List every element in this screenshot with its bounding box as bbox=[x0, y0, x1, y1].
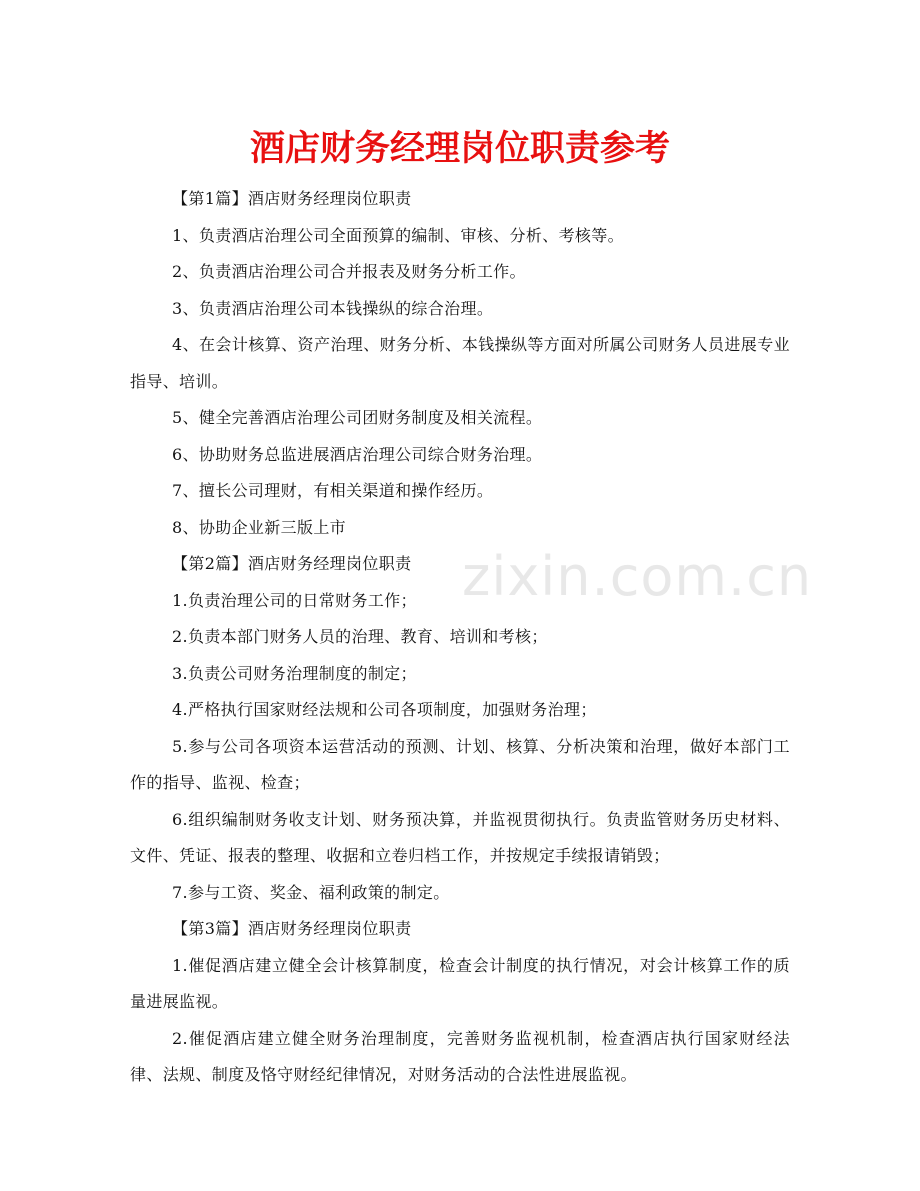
paragraph: 5.参与公司各项资本运营活动的预测、计划、核算、分析决策和治理，做好本部门工作的指导、监视、检查； bbox=[130, 736, 790, 792]
paragraph: 4、在会计核算、资产治理、财务分析、本钱操纵等方面对所属公司财务人员进展专业指导、培训。 bbox=[130, 335, 790, 391]
paragraph: 7、擅长公司理财，有相关渠道和操作经历。 bbox=[172, 481, 494, 500]
section-heading: 【第1篇】酒店财务经理岗位职责 bbox=[172, 189, 412, 208]
document-title: 酒店财务经理岗位职责参考 bbox=[249, 129, 670, 169]
paragraph: 3、负责酒店治理公司本钱操纵的综合治理。 bbox=[172, 298, 494, 318]
paragraph: 2、负责酒店治理公司合并报表及财务分析工作。 bbox=[172, 262, 526, 281]
paragraph: 2.催促酒店建立健全财务治理制度，完善财务监视机制，检查酒店执行国家财经法律、法规、制度及恪守财经纪律情况，对财务活动的合法性进展监视。 bbox=[130, 1028, 790, 1084]
paragraph: 1.负责治理公司的日常财务工作； bbox=[172, 590, 417, 610]
paragraph: 1、负责酒店治理公司全面预算的编制、审核、分析、考核等。 bbox=[172, 225, 624, 245]
paragraph: 6、协助财务总监进展酒店治理公司综合财务治理。 bbox=[172, 444, 543, 464]
paragraph: 4.严格执行国家财经法规和公司各项制度，加强财务治理； bbox=[172, 700, 597, 719]
paragraph: 1.催促酒店建立健全会计核算制度，检查会计制度的执行情况，对会计核算工作的质量进展监视。 bbox=[130, 955, 790, 1011]
paragraph: 5、健全完善酒店治理公司团财务制度及相关流程。 bbox=[172, 408, 543, 427]
paragraph: 7.参与工资、奖金、福利政策的制定。 bbox=[172, 882, 450, 902]
paragraph: 2.负责本部门财务人员的治理、教育、培训和考核； bbox=[172, 627, 548, 646]
paragraph: 8、协助企业新三版上市 bbox=[172, 517, 347, 537]
document-body bbox=[130, 181, 790, 1094]
paragraph: 6.组织编制财务收支计划、财务预决算，并监视贯彻执行。负责监管财务历史材料、文件、凭证、报表的整理、收据和立卷归档工作，并按规定手续报请销毁； bbox=[130, 809, 790, 865]
watermark: zixin.com.cn bbox=[462, 545, 813, 608]
paragraph: 3.负责公司财务治理制度的制定； bbox=[172, 663, 417, 683]
section-heading: 【第2篇】酒店财务经理岗位职责 bbox=[172, 554, 412, 573]
section-heading: 【第3篇】酒店财务经理岗位职责 bbox=[172, 919, 412, 938]
